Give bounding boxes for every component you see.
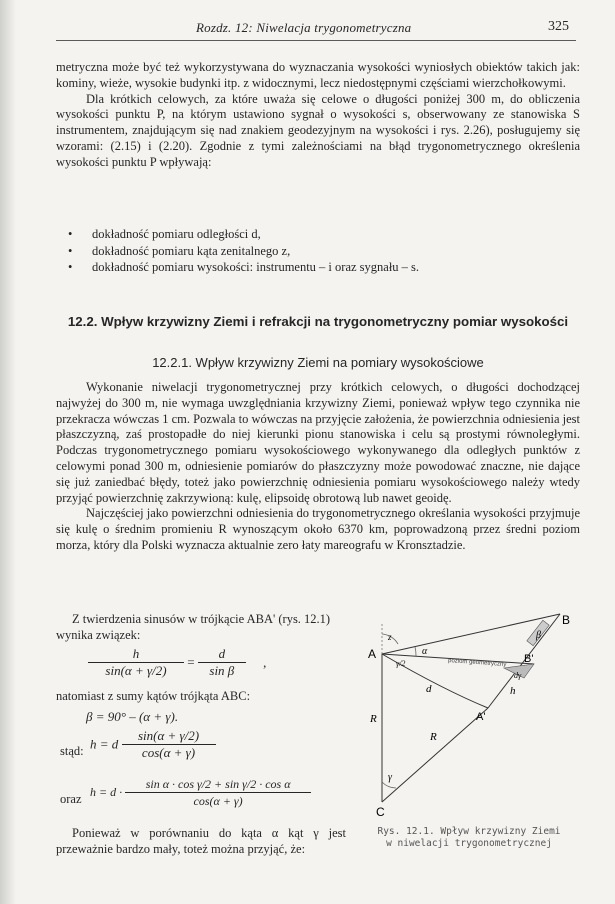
label-h: h: [510, 685, 516, 697]
intro-paragraph-1: metryczna może być też wykorzystywana do wyznaczania wysokości wyniosłych obiektów takich jak: kominy, wieże, wysokie budynki itp. z widocznymi, lecz niedostępnymi częściami wierzchołkowymi.: [56, 60, 580, 90]
list-item: • dokładność pomiaru kąta zenitalnego z,: [66, 243, 419, 260]
label-Bprime: B': [524, 653, 534, 665]
label-stad: stąd:: [60, 744, 84, 758]
radius-CAprime: [382, 708, 488, 802]
page-binding-shadow: [0, 0, 16, 904]
label-beta: β: [536, 630, 541, 641]
body-paragraph-sphere: Najczęściej jako powierzchni odniesienia do trygonometrycznego określania wysokości przyjmuje się kulę o średnim promieniu R wynoszącym około 6370 km, poprowadzoną przez średni poziom morza, który dla Polski wyznacza aktualnie zero łaty mareografu w Kronsztadzie.: [56, 506, 580, 552]
body-block: [56, 380, 580, 554]
equation-h-2: [90, 776, 311, 809]
label-C: C: [376, 805, 385, 819]
caption-line-1: Rys. 12.1. Wpływ krzywizny Ziemi: [377, 826, 561, 837]
body-paragraph-curvature: Wykonanie niwelacji trygonometrycznej przy krótkich celowych, o długości dochodzącej najwyżej do 300 m, nie wymaga uwzględniania krzywizny Ziemi, ponieważ wpływ tego czynnika nie przekracza wówczas 1 cm. Pozwala to wówczas na przyjęcie założenia, że powierzchnia odniesienia jest płaszczyzną, zaś prostopadłe do niej kierunki pionu stanowiska i celu są prostymi równoległymi. Podczas trygonometrycznego pomiaru wysokościowego wykonywanego dla odległych punktów z celowymi ponad 300 m, odniesienie pomiarów do płaszczyzny może powodować znaczne, nie dające się już zaniedbać błędy, toteż jako powierzchnię odniesienia pomiaru wysokościowego należy wtedy przyjąć powierzchnię zakrzywioną: kulę, elipsoidę obrotową lub nawet geoidę.: [56, 380, 580, 505]
label-level-line: poziom geometryczny: [447, 658, 507, 669]
label-d: d: [426, 683, 432, 695]
intro-block: [56, 60, 580, 171]
list-item: • dokładność pomiaru wysokości: instrumentu – i oraz sygnału – s.: [66, 259, 419, 276]
eq3-lhs: h = d: [90, 736, 119, 752]
eq3-num: sin(α + γ/2): [122, 728, 216, 745]
caption-line-2: w niwelacji trygonometrycznej: [386, 838, 552, 849]
figure-earth-curvature: [364, 604, 576, 820]
eq3-den: cos(α + γ): [141, 745, 196, 760]
equation-beta: β = 90° – (α + γ).: [86, 709, 179, 724]
label-R-radius: R: [430, 731, 437, 743]
figure-caption: [364, 826, 574, 850]
sine-theorem-text: Z twierdzenia sinusów w trójkącie ABA' (rys. 12.1) wynika związek:: [56, 612, 331, 642]
subsection-title: 12.2.1. Wpływ krzywizny Ziemi na pomiary wysokościowe: [152, 355, 484, 370]
label-gamma-half: γ/2: [396, 659, 406, 668]
section-title: 12.2. Wpływ krzywizny Ziemi i refrakcji na trygonometryczny pomiar wysokości: [67, 314, 569, 329]
list-item: • dokładność pomiaru odległości d,: [66, 226, 419, 243]
running-head: Rozdz. 12: Niwelacja trygonometryczna: [196, 20, 412, 35]
intro-paragraph-2: Dla krótkich celowych, za które uważa się celowe o długości poniżej 300 m, do obliczenia wysokości punktu P, na którym ustawiono sygnał o wysokości s, obserwowany ze stanowiska S instrumentem, znajdującym się nad znakiem geodezyjnym na wysokości i rys. 2.26), posługujemy się wzorami: (2.15) i (2.20). Zgodnie z tymi zależnościami na błąd trygonometrycznego określenia wysokości punktu P wpływają:: [56, 91, 580, 169]
label-A: A: [368, 647, 377, 661]
alpha-arc: [415, 647, 416, 656]
angle-sum-text: natomiast z sumy kątów trójkąta ABC:: [56, 689, 251, 703]
label-dgamma: dγ: [514, 671, 522, 680]
label-alpha: α: [422, 646, 428, 657]
label-oraz: oraz: [60, 792, 82, 806]
eq1-den-right: sin β: [209, 663, 235, 678]
eq1-den-left: sin(α + γ/2): [105, 663, 167, 678]
label-z: z: [388, 632, 392, 642]
equation-h-1: [90, 728, 216, 761]
label-R-left: R: [370, 713, 377, 725]
small-angle-text: Ponieważ w porównaniu do kąta α kąt γ jest przeważnie bardzo mały, toteż można przyjąć, że:: [56, 826, 346, 856]
eq4-lhs: h = d ·: [90, 785, 123, 799]
eq1-num-right: d: [198, 646, 246, 663]
eq1-num-left: h: [88, 646, 184, 663]
label-Aprime: A': [476, 711, 486, 723]
eq4-den: cos(α + γ): [193, 794, 243, 808]
header-rule: [56, 40, 576, 41]
label-gamma: γ: [388, 772, 392, 783]
page-number: 325: [548, 19, 569, 34]
equation-sine-ratio: $\frac{h}{\sin(\alpha + \gamma/2)}$ = $\frac{d}{\text{sin β}}$ ,: [88, 646, 266, 679]
error-sources-list: [66, 226, 419, 276]
eq4-num: sin α · cos γ/2 + sin γ/2 · cos α: [125, 776, 311, 793]
label-B: B: [562, 613, 571, 627]
